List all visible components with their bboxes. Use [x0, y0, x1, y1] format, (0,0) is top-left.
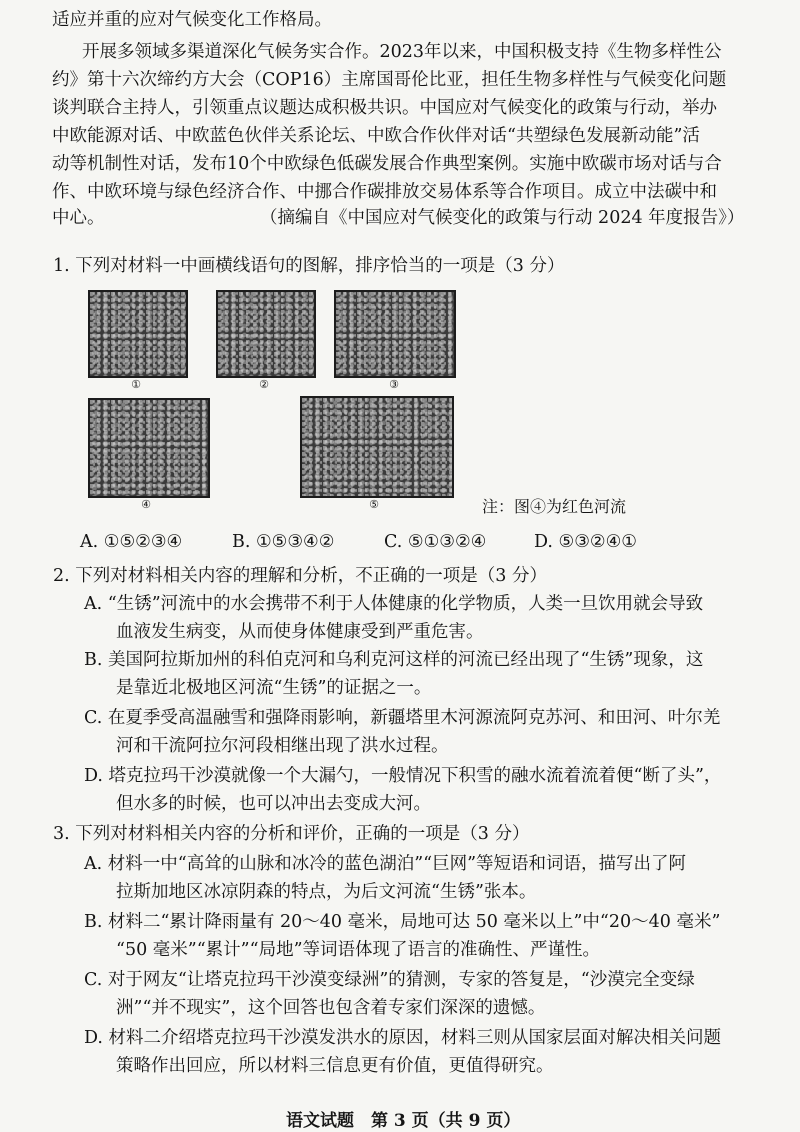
q1-option-c: C. ⑤①③②④ [384, 532, 487, 552]
q2-option-b-cont: 是靠近北极地区河流“生锈”的证据之一。 [116, 678, 432, 698]
intro-line: 作、中欧环境与绿色经济合作、中挪合作碳排放交易体系等合作项目。成立中法碳中和 [52, 182, 717, 202]
q1-option-b: B. ①⑤③④② [232, 532, 335, 552]
q2-option-c-cont: 河和干流阿拉尔河段相继出现了洪水过程。 [116, 736, 449, 756]
diagram-image-5 [300, 396, 454, 498]
q2-option-b: B. 美国阿拉斯加州的科伯克河和乌利克河这样的河流已经出现了“生锈”现象，这 [84, 650, 704, 670]
q1-option-a: A. ①⑤②③④ [80, 532, 183, 552]
q2-option-a-cont: 血液发生病变，从而使身体健康受到严重危害。 [116, 622, 484, 642]
intro-line: 开展多领域多渠道深化气候务实合作。2023年以来，中国积极支持《生物多样性公 [82, 42, 722, 62]
diagram-image-1 [88, 290, 188, 378]
image-caption: ③ [389, 378, 399, 391]
q2-option-d: D. 塔克拉玛干沙漠就像一个大漏勺，一般情况下积雪的融水流着流着便“断了头”， [84, 766, 722, 786]
figure-note: 注：图④为红色河流 [482, 497, 627, 516]
question-2-stem: 2. 下列对材料相关内容的理解和分析，不正确的一项是（3 分） [53, 566, 547, 586]
q3-option-a-cont: 拉斯加地区冰凉阴森的特点，为后文河流“生锈”张本。 [116, 882, 537, 902]
intro-line: 动等机制性对话，发布10个中欧绿色低碳发展合作典型案例。实施中欧碳市场对话与合 [52, 154, 722, 174]
intro-line: 中欧能源对话、中欧蓝色伙伴关系论坛、中欧合作伙伴对话“共塑绿色发展新动能”活 [52, 126, 700, 146]
intro-line: 适应并重的应对气候变化工作格局。 [52, 10, 332, 30]
q2-option-d-cont: 但水多的时候，也可以冲出去变成大河。 [116, 794, 431, 814]
q3-option-b-cont: “50 毫米”“累计”“局地”等词语体现了语言的准确性、严谨性。 [116, 940, 601, 960]
diagram-image-2 [216, 290, 316, 378]
image-caption: ④ [141, 498, 151, 511]
q3-option-d-cont: 策略作出回应，所以材料三信息更有价值，更值得研究。 [116, 1056, 554, 1076]
question-1-stem: 1. 下列对材料一中画横线语句的图解，排序恰当的一项是（3 分） [53, 256, 565, 276]
intro-line: 约》第十六次缔约方大会（COP16）主席国哥伦比亚，担任生物多样性与气候变化问题 [52, 70, 727, 90]
source-citation: （摘编自《中国应对气候变化的政策与行动 2024 年度报告》） [260, 208, 745, 228]
intro-line: 谈判联合主持人，引领重点议题达成积极共识。中国应对气候变化的政策与行动，举办 [52, 98, 717, 118]
diagram-image-3 [334, 290, 456, 378]
page-footer: 语文试题 第 3 页（共 9 页） [286, 1111, 521, 1131]
q3-option-d: D. 材料二介绍塔克拉玛干沙漠发洪水的原因，材料三则从国家层面对解决相关问题 [84, 1028, 722, 1048]
question-3-stem: 3. 下列对材料相关内容的分析和评价，正确的一项是（3 分） [53, 824, 530, 844]
image-caption: ② [259, 378, 269, 391]
q3-option-c-cont: 洲”“并不现实”，这个回答也包含着专家们深深的遗憾。 [116, 998, 546, 1018]
q3-option-b: B. 材料二“累计降雨量有 20～40 毫米，局地可达 50 毫米以上”中“20～40 毫米” [84, 912, 721, 932]
q2-option-a: A. “生锈”河流中的水会携带不利于人体健康的化学物质，人类一旦饮用就会导致 [84, 594, 704, 614]
image-caption: ① [131, 378, 141, 391]
q2-option-c: C. 在夏季受高温融雪和强降雨影响，新疆塔里木河源流阿克苏河、和田河、叶尔羌 [84, 708, 721, 728]
image-caption: ⑤ [369, 498, 379, 511]
intro-line: 中心。 [52, 208, 105, 228]
q3-option-a: A. 材料一中“高耸的山脉和冰冷的蓝色湖泊”“巨网”等短语和词语，描写出了阿 [84, 854, 687, 874]
diagram-image-4 [88, 398, 210, 498]
q1-option-d: D. ⑤③②④① [534, 532, 637, 552]
q3-option-c: C. 对于网友“让塔克拉玛干沙漠变绿洲”的猜测，专家的答复是，“沙漠完全变绿 [84, 970, 695, 990]
